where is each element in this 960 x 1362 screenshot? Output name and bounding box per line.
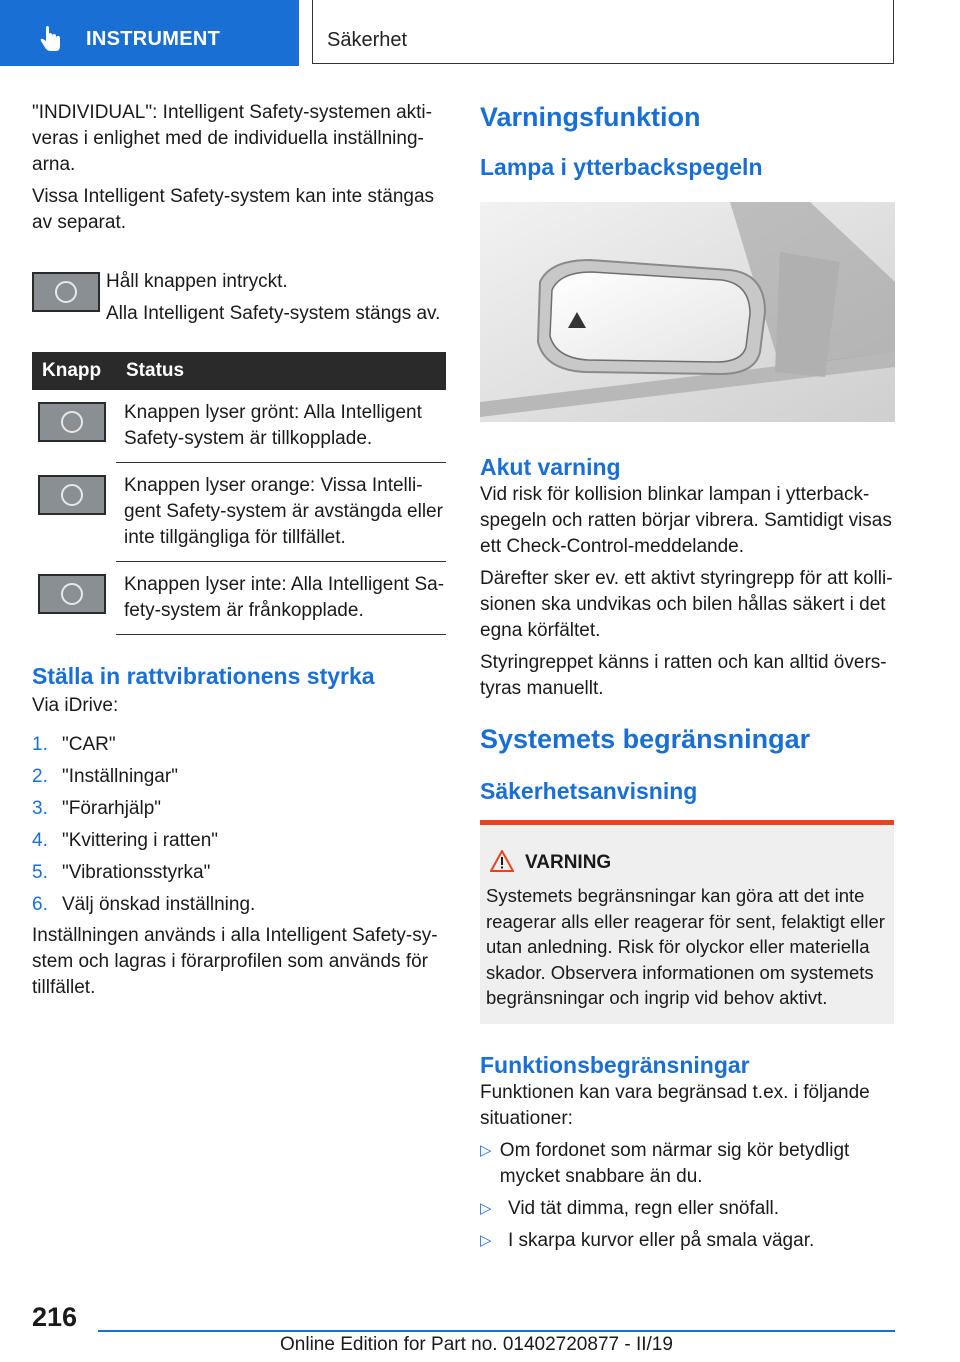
left-column: [32, 100, 446, 1001]
list-item: ▷ Vid tät dimma, regn eller snöfall.: [480, 1196, 894, 1222]
warning-triangle-icon: [490, 850, 514, 872]
list-item: 2. "Inställningar": [32, 766, 178, 787]
acute-paragraph-3: Styringreppet känns i ratten och kan alltid överstyras manuellt.: [480, 652, 887, 699]
warning-body: Systemets begränsningar kan göra att det inte reagerar alls eller reagerar för sent, felaktigt eller utan anledning. Risk för olyckor eller materiella skador. Observera informationen om systemets begränsningar och ingrip vid behov aktivt.: [486, 885, 885, 1008]
acute-paragraph-1: Vid risk för kollision blinkar lampan i ytterbackspegeln och ratten börjar vibrera. Samtidigt visas ett Check-Control-meddelande.: [480, 484, 892, 557]
list-item: 4. "Kvittering i ratten": [32, 830, 219, 851]
function-limits-heading: Funktionsbegränsningar: [480, 1052, 750, 1078]
outro-paragraph: Inställningen används i alla Intelligent Safety-system och lagras i förarprofilen som används för tillfället.: [32, 925, 438, 998]
column-header-button: Knapp: [32, 352, 116, 390]
hold-button-row: [32, 266, 446, 330]
function-limits-section: [480, 1050, 894, 1260]
intro-paragraph-1: "INDIVIDUAL": Intelligent Safety-systemen aktiveras i enlighet med de individuella inställningarna.: [32, 102, 432, 175]
chapter-label: Säkerhet: [327, 29, 408, 51]
safety-note-heading: Säkerhetsanvisning: [480, 778, 698, 804]
table-row: [32, 390, 446, 463]
status-cell: Knappen lyser inte: Alla Intelligent Safety-system är frånkopplade.: [116, 562, 446, 635]
acute-warning-section: [480, 452, 894, 806]
mirror-lamp-heading: Lampa i ytterbackspegeln: [480, 154, 763, 180]
via-idrive: Via iDrive:: [32, 695, 119, 716]
edition-text: Online Edition for Part no. 01402720877 - II/19: [280, 1334, 673, 1355]
safety-button-image: [38, 402, 106, 442]
safety-icon: [61, 583, 83, 605]
page-number: 216: [32, 1302, 78, 1332]
button-status-table: [32, 352, 446, 635]
system-limits-heading: Systemets begränsningar: [480, 724, 811, 754]
footer-divider: [98, 1330, 895, 1332]
section-tab-instrument[interactable]: [0, 0, 299, 66]
safety-icon: [55, 281, 77, 303]
acute-paragraph-2: Därefter sker ev. ett aktivt styringrepp för att kollisionen ska undvikas och bilen hållas säkert i det egna körfältet.: [480, 568, 893, 641]
warning-title: VARNING: [525, 852, 612, 873]
status-cell: Knappen lyser grönt: Alla Intelligent Safety-system är tillkopplade.: [116, 390, 446, 463]
status-cell: Knappen lyser orange: Vissa Intelligent Safety-system är avstängda eller inte tillgängliga för tillfället.: [116, 463, 446, 562]
acute-warning-heading: Akut varning: [480, 454, 621, 480]
table-row: [32, 562, 446, 635]
list-item: ▷ Om fordonet som närmar sig kör betydligt mycket snabbare än du.: [480, 1138, 894, 1190]
safety-icon: [61, 411, 83, 433]
hold-result: Alla Intelligent Safety-system stängs av.: [106, 303, 441, 324]
list-item: ▷ I skarpa kurvor eller på smala vägar.: [480, 1228, 894, 1254]
vibration-heading: Ställa in rattvibrationens styrka: [32, 663, 375, 689]
hand-pointer-icon: [36, 24, 66, 54]
safety-button-image: [32, 272, 100, 312]
chapter-header: [312, 0, 894, 64]
list-item: 5. "Vibrationsstyrka": [32, 862, 211, 883]
side-mirror-illustration: [480, 202, 895, 422]
right-column: [480, 100, 894, 182]
list-item: 3. "Förarhjälp": [32, 798, 162, 819]
triangle-bullet-icon: ▷: [480, 1232, 492, 1249]
function-limits-intro: Funktionen kan vara begränsad t.ex. i följande situationer:: [480, 1082, 870, 1129]
limitations-list: [480, 1138, 894, 1254]
table-row: [32, 463, 446, 562]
intro-paragraph-2: Vissa Intelligent Safety-system kan inte stängas av separat.: [32, 186, 435, 233]
hold-instruction: Håll knappen intryckt.: [106, 271, 288, 292]
column-header-status: Status: [116, 352, 446, 390]
triangle-bullet-icon: ▷: [480, 1142, 492, 1159]
safety-icon: [61, 484, 83, 506]
safety-button-image: [38, 574, 106, 614]
section-label: INSTRUMENT: [86, 28, 221, 50]
warning-box: [480, 820, 894, 1024]
triangle-bullet-icon: ▷: [480, 1200, 492, 1217]
warning-function-heading: Varningsfunktion: [480, 102, 701, 132]
list-item: 6. Välj önskad inställning.: [32, 894, 256, 915]
list-item: 1. "CAR": [32, 734, 116, 755]
safety-button-image: [38, 475, 106, 515]
steps-list: [32, 729, 446, 921]
